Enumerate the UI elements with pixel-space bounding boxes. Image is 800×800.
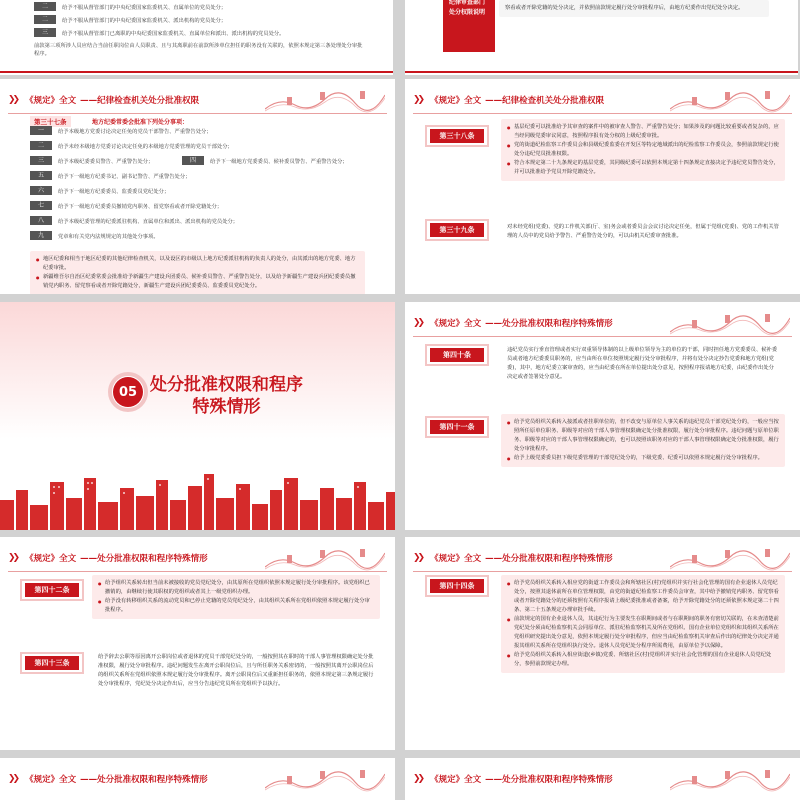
header-brand: 《规定》全文 [430, 319, 482, 329]
header-divider [8, 571, 387, 572]
item-number: 四 [182, 156, 204, 165]
item-number: 一 [30, 126, 52, 135]
section-number-circle [108, 372, 148, 412]
list-item [34, 2, 226, 11]
notes-box [30, 251, 365, 294]
article-tag [20, 652, 84, 674]
item-text: 给予不服从督管部门已离职的中央纪委国家监委机关、直属单位和派出、派出机构的党员处分。 [62, 30, 285, 37]
article-number: 第四十四条 [430, 579, 484, 593]
item-text: 给予下一级地方纪委委员撤销党内职务、留党察看或者开除党籍处分； [58, 203, 223, 210]
header-title: ——纪律检查机关处分批准权限 [485, 96, 605, 106]
list-item [30, 171, 190, 180]
item-text: 给予不服从督管部门的中央纪委国家监委机关、派出机构的党员处分； [62, 17, 227, 24]
item-text: 给予本级地方党委讨论决定任免的党员干部警告、严重警告处分； [58, 128, 212, 135]
item-number: 二 [34, 15, 56, 24]
chevrons-icon: ❯❯ [8, 95, 18, 105]
item-number: 六 [30, 186, 52, 195]
chevrons-icon: ❯❯ [8, 774, 18, 784]
item-text: 党章和有关党内法规规定的其他处分事项。 [58, 233, 159, 240]
slide-header [8, 89, 199, 111]
slide-top-left [0, 0, 393, 75]
article-body [501, 414, 785, 467]
city-skyline-icon [0, 470, 395, 530]
slide-bottom-right [405, 758, 800, 800]
header-brand: 《规定》全文 [25, 554, 77, 564]
item-number: 五 [30, 171, 52, 180]
item-number: 九 [30, 231, 52, 240]
paragraph: ● 给予党员组织关系转入接派或者挂职单位的，但不改变与原单位人事关系的违纪党员干部党纪处分的，一般应当按照所任原单位职务、职级等对应的干部人事管理权限确定处分批准权限，履行处分审批程序。违纪问题与原单位职务、职级等对应的干部人事管理权限确定的，也可以按照该职务对应的干部人事管理权限确定处分批准权限，履行处分审批程序。 [507, 418, 779, 454]
list-item [30, 186, 169, 195]
item-text: 给予本级纪委管理的纪委派驻机构、直属单位和派出、派出机构的党员处分； [58, 218, 239, 225]
header-divider [8, 113, 387, 114]
article-number: 第四十三条 [25, 656, 79, 670]
item-text: 给予下一级地方纪委委员、监委委员党纪处分； [58, 188, 170, 195]
note-item: ● 地区纪委和相当于地区纪委的其他纪律检查机关，以及设区的市级以上地方纪委派驻机构的负责人的处分，由其派出的地方党委、地方纪委审批。 [36, 255, 359, 273]
article-number: 第四十一条 [430, 420, 484, 434]
slide-article-44 [405, 537, 800, 750]
slide-article-40-41 [405, 302, 800, 530]
article-tag [20, 579, 84, 601]
label-box [443, 0, 495, 52]
article-body [501, 342, 785, 386]
list-item [34, 15, 226, 24]
header-title: ——处分批准权限和程序特殊情形 [485, 775, 613, 785]
chevrons-icon: ❯❯ [8, 553, 18, 563]
item-number: 七 [30, 201, 52, 210]
header-title: ——处分批准权限和程序特殊情形 [485, 554, 613, 564]
section-title [150, 374, 303, 418]
slide-section-cover [0, 302, 395, 530]
chevrons-icon: ❯❯ [413, 553, 423, 563]
slide-article-37 [0, 79, 395, 294]
slide-bottom-left [0, 758, 395, 800]
list-item [30, 126, 212, 135]
paragraph: ● 给予党员组织关系转入相应党的街道工作委员会和所辖社区(村)党组织并实行社会化管理的国有企业退休人员党纪处分，按照其退休前所在单位管理权限，由党的街道纪检监察工作委员会审查，其中给予撤销党内职务、留党察看或者开除党籍处分的还须按照有关程序报请上级纪委批准或者备案，给予开除党籍处分的还须依照本规定第二十四条、第二十五条规定办理审批手续。 [507, 579, 779, 615]
article-body [92, 575, 380, 619]
article-number: 第三十八条 [430, 129, 484, 143]
article-body [501, 119, 785, 181]
bottom-bar [405, 71, 798, 73]
great-wall-icon [670, 766, 790, 792]
paragraph: ● 符合本规定第二十九条规定的基层党委，其同级纪委可以依照本规定第十四条规定直接决定予违纪党员警告处分，并可以批准给予党员开除党籍处分。 [507, 159, 779, 177]
chevrons-icon: ❯❯ [413, 95, 423, 105]
article-tag [425, 416, 489, 438]
slide-header [413, 768, 613, 790]
header-brand: 《规定》全文 [430, 554, 482, 564]
info-text [499, 0, 769, 17]
list-item [30, 201, 222, 210]
header-title: ——纪律检查机关处分批准权限 [80, 96, 200, 106]
item-number: 二 [34, 2, 56, 11]
item-number: 二 [30, 141, 52, 150]
article-tag [425, 219, 489, 241]
header-brand: 《规定》全文 [25, 775, 77, 785]
article-body [501, 575, 785, 673]
great-wall-icon [265, 766, 385, 792]
article-tag [425, 125, 489, 147]
item-text: 给予本级纪委委员警告、严重警告处分； [58, 158, 154, 165]
slide-header [8, 547, 208, 569]
slide-header [413, 547, 613, 569]
article-body [501, 219, 785, 245]
slide-article-38-39 [405, 79, 800, 294]
header-brand: 《规定》全文 [25, 96, 77, 106]
great-wall-icon [265, 87, 385, 113]
section-title-line1: 处分批准权限和程序 [150, 375, 303, 395]
paragraph: ● 党的街道纪检监察工作委员会和县级纪委监委在开发区等特定地域派出的纪检监察工作委员会，参照前款规定行使处分违纪党员批准权限。 [507, 141, 779, 159]
note-text: 前款第三项所涉人员应结合当前任职岗位由人员职责、且与其离职前在前款所涉单位担任的职务没有关联的，依照本规定第三条处理处分审批程序。 [34, 43, 363, 57]
item-number: 八 [30, 216, 52, 225]
item-number: 三 [34, 28, 56, 37]
article-tag [425, 575, 489, 597]
header-title: ——处分批准权限和程序特殊情形 [485, 319, 613, 329]
paragraph: ● 给予没有转移组织关系的流动党员和已停止党籍的党员党纪处分，由其组织关系所在党组织依照本规定履行处分审批程序。 [98, 597, 374, 615]
article-number: 第三十七条 [34, 118, 67, 126]
list-item [34, 28, 284, 37]
slide-header [8, 768, 208, 790]
paragraph: ● 给予组织关系转出但当前未被接收的党员党纪处分，由其原所在党组织依照本规定履行处分审批程序。该党组织已撤销的，由继续行使其职权的党组织或者其上一级党组织办理。 [98, 579, 374, 597]
header-title: ——处分批准权限和程序特殊情形 [80, 554, 208, 564]
header-brand: 《规定》全文 [430, 96, 482, 106]
item-text: 给予未经本级地方党委讨论决定任免的本级地方党委管理的党员干部处分； [58, 143, 233, 150]
header-divider [413, 571, 792, 572]
paragraph: 违纪党员实行垂直管理或者实行双重领导体制的以上级单位领导为主的单位的干部，同时担任地方党委委员、候补委员或者地方纪委委员职务的，应当由所在单位按照规定履行处分审批程序，并将有处分决定抄告党委和地方党组(党委)，其中，地方纪委立案审查的，应当由纪委在所在单位提出处分意见，按照程序报请地方纪委，由纪委作出处分决定或者签署处分意见。 [507, 347, 778, 380]
article-number: 第三十九条 [430, 223, 484, 237]
great-wall-icon [670, 87, 790, 113]
chevrons-icon: ❯❯ [413, 318, 423, 328]
paragraph: 给予辞去公职等原因离开公职岗位或者退休的党员干部党纪处分的，一般按照其在职时的干部人事管理权限确定处分批准权限，履行处分审批程序。违纪问题发生在离开公职岗位后，且与所任职务关系密切的，一般按照其离开公职岗位后的组织关系所在党组织依照本规定履行处分审批程序。离开公职岗位后又重新担任职务的，依照本规定第三条规定履行处分审批程序，党纪处分决定作出后，应当分告违纪党员所在党组织予以执行。 [98, 654, 374, 687]
article-number: 第四十条 [430, 348, 484, 362]
great-wall-icon [670, 545, 790, 571]
section-number: 05 [113, 377, 143, 407]
slide-header [413, 89, 604, 111]
item-text: 给予不服从督管部门的中央纪委国家监委机关、直属单位的党员处分； [62, 4, 227, 11]
paragraph: 察看或者开除党籍的处分决定，并依照前款规定履行处分审批程序后，由地方纪委作出党纪处分决定。 [505, 5, 744, 11]
article-number: 第四十二条 [25, 583, 79, 597]
header-title: ——处分批准权限和程序特殊情形 [80, 775, 208, 785]
great-wall-icon [670, 310, 790, 336]
header-brand: 《规定》全文 [430, 775, 482, 785]
list-item [30, 141, 233, 150]
paragraph: ● 给予党员组织关系转入相应街道(乡镇)党委、所辖社区(村)党组织并实行社会化管理的国有企业退休人员党纪处分，参照前款规定办理。 [507, 651, 779, 669]
paragraph: 对未经党组(党委)、党的工作机关部(厅、室)务会或者委员会会议讨论决定任免，但属于党组(党委)、党的工作机关管理的人员中的党员给予警告、严重警告处分的，可以由机关纪委审查批准。 [507, 224, 779, 239]
slide-top-right [405, 0, 798, 75]
slide-header [413, 312, 613, 334]
article-tag [425, 344, 489, 366]
section-title-line2: 特殊情形 [192, 397, 261, 417]
header-divider [413, 113, 792, 114]
slide-article-42-43 [0, 537, 395, 750]
article-lead: 地方纪委常委会批准下列处分事项： [92, 119, 189, 126]
list-item [30, 216, 238, 225]
note-item: ● 新疆维吾尔自治区纪委常委会批准给予新疆生产建设兵团委员、候补委员警告、严重警告处分，以及给予新疆生产建设兵团纪委委员撤销党内职务、留党察看或者开除党籍处分，新疆生产建设兵团纪委委员、监委委员党纪处分。 [36, 273, 359, 291]
label-text: 纪律审查部门处分权限说明 [449, 0, 486, 16]
list-item [30, 231, 159, 240]
list-item [30, 156, 153, 165]
article-body [92, 649, 380, 693]
header-divider [413, 336, 792, 337]
bottom-bar [0, 71, 393, 73]
paragraph: ● 给予上级党委委员担下级党委管理的干部党纪处分的，下级党委、纪委可以依照本规定履行处分审批程序。 [507, 454, 779, 463]
great-wall-icon [265, 545, 385, 571]
item-number: 三 [30, 156, 52, 165]
list-item [182, 156, 348, 165]
item-text: 给予下一级地方党委委员、候补委员警告、严重警告处分； [210, 158, 348, 165]
chevrons-icon: ❯❯ [413, 774, 423, 784]
paragraph: ● 基层纪委可以批准给予其审查的案件中的被审查人警告、严重警告处分；如果涉及的问题比较重要或者复杂的，应当经同级党委审议同意，按照程序报有处分权的上级纪委审批。 [507, 123, 779, 141]
item-text: 给予下一级地方纪委书记、副书记警告、严重警告处分； [58, 173, 191, 180]
paragraph: ● 前款规定的国有企业退休人员，其违纪行为主要发生在职期间或者与在职期间的职务有密切关联的，在未查清楚前党纪处分须由纪检监察机关会同原单位、派驻纪检监察机关及所在党组织、国有企业单位党组织和其组织关系所在党组织研究提出处分意见，依照本规定履行处分审批程序，但应当由纪检监察机关审查后作出的纪律处分决定并通报其组织关系所在党组织执行处分。退休人员党纪处分程序所需费用，由原单位予以保障。 [507, 615, 779, 651]
